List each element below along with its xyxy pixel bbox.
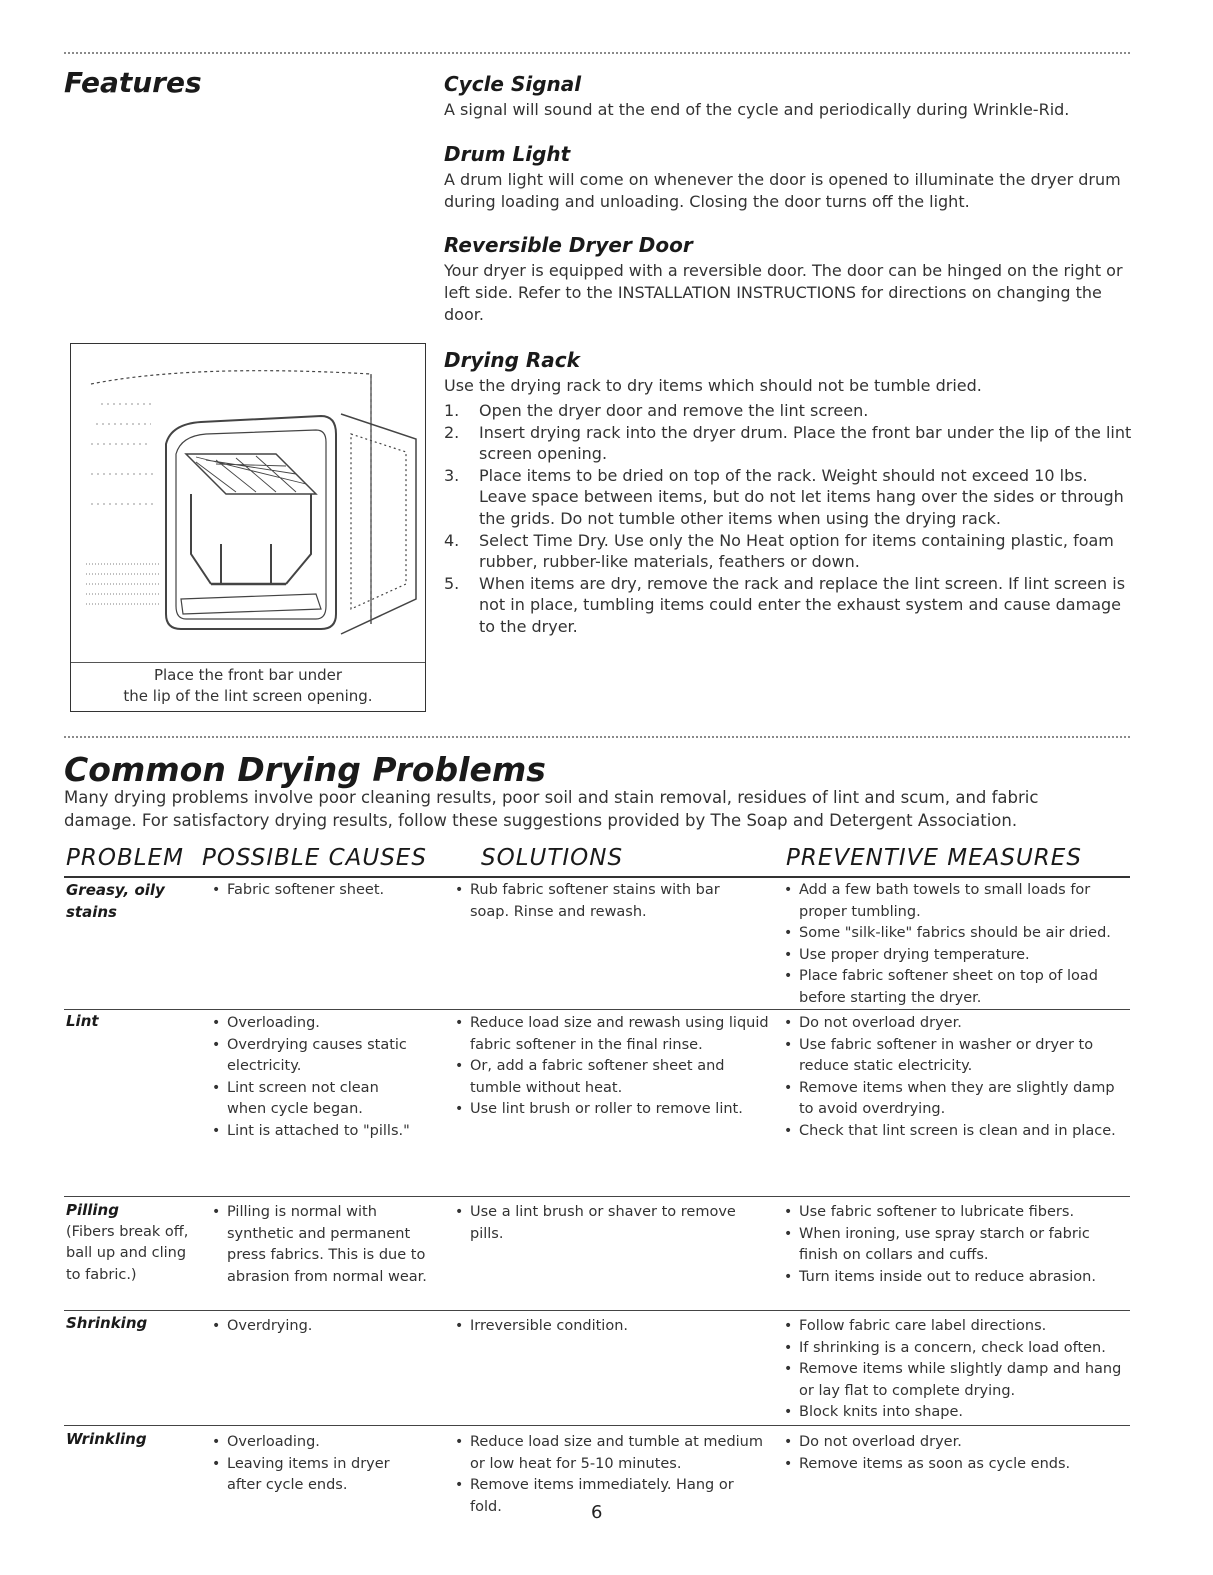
middle-divider xyxy=(64,736,1130,738)
list-item: • Use lint brush or roller to remove lint. xyxy=(455,1099,773,1121)
drum-light-body: A drum light will come on whenever the door is opened to illuminate the dryer drum during loading and unloading. Closing the door turns off the light. xyxy=(444,170,1121,211)
figure-caption-line2: the lip of the lint screen opening. xyxy=(123,687,373,705)
list-item xyxy=(444,465,1134,530)
list-item: • Overloading. xyxy=(212,1013,437,1035)
reversible-door-heading: Reversible Dryer Door xyxy=(444,233,693,257)
header-rule xyxy=(64,876,1130,878)
list-item xyxy=(444,530,1134,573)
list-item: • Do not overload dryer. xyxy=(784,1013,1129,1035)
step-text: Open the dryer door and remove the lint screen. xyxy=(479,401,869,420)
table-row-solutions xyxy=(455,1432,773,1518)
list-item: • Reduce load size and tumble at medium or low heat for 5-10 minutes. xyxy=(455,1432,773,1475)
list-item: • Use proper drying temperature. xyxy=(784,945,1129,967)
step-number: 4. xyxy=(444,530,460,550)
list-item: • Rub fabric softener stains with bar soap. Rinse and rewash. xyxy=(455,880,760,923)
list-item: • Turn items inside out to reduce abrasion. xyxy=(784,1267,1129,1289)
list-item: • Some "silk-like" fabrics should be air dried. xyxy=(784,923,1129,945)
list-item: • Reduce load size and rewash using liquid fabric softener in the final rinse. xyxy=(455,1013,773,1056)
table-row-problem xyxy=(66,1313,186,1335)
drying-rack-heading: Drying Rack xyxy=(444,348,580,372)
list-item: • When ironing, use spray starch or fabric finish on collars and cuffs. xyxy=(784,1224,1129,1267)
list-item: • Or, add a fabric softener sheet and tumble without heat. xyxy=(455,1056,760,1099)
table-row-problem xyxy=(66,1200,201,1286)
problem-name: Greasy, oily stains xyxy=(66,881,165,921)
drying-rack-illustration xyxy=(71,344,425,662)
list-item xyxy=(444,400,1134,422)
list-item: • Remove items as soon as cycle ends. xyxy=(784,1454,1129,1476)
drum-light-heading: Drum Light xyxy=(444,142,571,166)
problems-title: Common Drying Problems xyxy=(64,750,546,789)
table-row-solutions xyxy=(455,1013,773,1121)
table-row-causes xyxy=(212,1013,437,1143)
table-row-prevention xyxy=(784,880,1129,1010)
list-item: • Check that lint screen is clean and in place. xyxy=(784,1121,1129,1143)
list-item: • Use fabric softener in washer or dryer to reduce static electricity. xyxy=(784,1035,1129,1078)
table-row-prevention xyxy=(784,1316,1129,1424)
row-divider xyxy=(64,1425,1130,1426)
table-row-problem xyxy=(66,880,186,923)
list-item: • Do not overload dryer. xyxy=(784,1432,1129,1454)
figure-caption xyxy=(71,662,425,707)
col-header-prevention: PREVENTIVE MEASURES xyxy=(786,845,1082,871)
list-item: • Remove items while slightly damp and hang or lay flat to complete drying. xyxy=(784,1359,1129,1402)
problem-description: (Fibers break off, ball up and cling to fabric.) xyxy=(66,1223,189,1283)
list-item: • Lint screen not clean when cycle began. xyxy=(212,1078,397,1121)
step-text: Insert drying rack into the dryer drum. Place the front bar under the lip of the lint screen opening. xyxy=(479,422,1132,464)
step-number: 3. xyxy=(444,465,460,485)
list-item: • Remove items when they are slightly damp to avoid overdrying. xyxy=(784,1078,1129,1121)
list-item: • Pilling is normal with synthetic and permanent press fabrics. This is due to abrasion from normal wear. xyxy=(212,1202,437,1288)
problem-name: Wrinkling xyxy=(66,1430,147,1448)
row-divider xyxy=(64,1009,1130,1010)
table-row-causes xyxy=(212,880,437,902)
table-row-causes xyxy=(212,1432,437,1497)
top-divider xyxy=(64,52,1130,54)
table-row-prevention xyxy=(784,1202,1129,1288)
list-item: • Block knits into shape. xyxy=(784,1402,1129,1424)
features-title: Features xyxy=(64,66,202,99)
table-row-prevention xyxy=(784,1432,1129,1475)
list-item: • Overdrying causes static electricity. xyxy=(212,1035,437,1078)
list-item: • Irreversible condition. xyxy=(455,1316,773,1338)
table-row-causes xyxy=(212,1202,437,1288)
step-number: 1. xyxy=(444,401,460,420)
list-item: • Follow fabric care label directions. xyxy=(784,1316,1129,1338)
list-item: • Use fabric softener to lubricate fibers. xyxy=(784,1202,1129,1224)
list-item: • Overdrying. xyxy=(212,1316,437,1338)
step-number: 5. xyxy=(444,573,460,593)
step-text: Place items to be dried on top of the rack. Weight should not exceed 10 lbs. Leave space between items, but do not let items hang over the sides or through the grids. Do not tumble other items when using the drying rack. xyxy=(479,465,1124,528)
col-header-causes: POSSIBLE CAUSES xyxy=(202,845,427,871)
problem-name: Lint xyxy=(66,1012,99,1030)
reversible-door-body: Your dryer is equipped with a reversible door. The door can be hinged on the right or left side. Refer to the INSTALLATION INSTRUCTIONS for directions on changing the door. xyxy=(444,261,1123,324)
row-divider xyxy=(64,1196,1130,1197)
list-item: • Add a few bath towels to small loads for proper tumbling. xyxy=(784,880,1129,923)
cycle-signal-body: A signal will sound at the end of the cycle and periodically during Wrinkle-Rid. xyxy=(444,100,1070,119)
problems-intro: Many drying problems involve poor cleaning results, poor soil and stain removal, residues of lint and scum, and fabric damage. For satisfactory drying results, follow these suggestions provided by The Soap and Detergent Association. xyxy=(64,788,1039,830)
table-row-solutions xyxy=(455,880,773,923)
table-row-prevention xyxy=(784,1013,1129,1143)
page-number: 6 xyxy=(591,1502,603,1523)
list-item: • Remove items immediately. Hang or fold. xyxy=(455,1475,760,1518)
step-text: When items are dry, remove the rack and replace the lint screen. If lint screen is not in place, tumbling items could enter the exhaust system and cause damage to the dryer. xyxy=(479,573,1126,636)
step-text: Select Time Dry. Use only the No Heat option for items containing plastic, foam rubber, rubber-like materials, feathers or down. xyxy=(479,530,1114,572)
step-number: 2. xyxy=(444,422,460,442)
drying-rack-steps xyxy=(444,400,1134,638)
table-row-problem xyxy=(66,1429,186,1451)
table-row-solutions xyxy=(455,1202,773,1245)
list-item: • If shrinking is a concern, check load often. xyxy=(784,1338,1129,1360)
drying-rack-intro: Use the drying rack to dry items which should not be tumble dried. xyxy=(444,376,982,395)
figure-caption-line1: Place the front bar under xyxy=(153,666,343,684)
list-item xyxy=(444,422,1134,465)
table-row-solutions xyxy=(455,1316,773,1338)
table-row-causes xyxy=(212,1316,437,1338)
list-item: • Lint is attached to "pills." xyxy=(212,1121,437,1143)
problem-name: Pilling xyxy=(66,1201,119,1219)
list-item: • Use a lint brush or shaver to remove pills. xyxy=(455,1202,773,1245)
list-item: • Overloading. xyxy=(212,1432,437,1454)
row-divider xyxy=(64,1310,1130,1311)
col-header-problem: PROBLEM xyxy=(66,845,184,871)
list-item: • Place fabric softener sheet on top of load before starting the dryer. xyxy=(784,966,1129,1009)
col-header-solutions: SOLUTIONS xyxy=(481,845,624,871)
problem-name: Shrinking xyxy=(66,1314,148,1332)
table-row-problem xyxy=(66,1011,186,1033)
list-item xyxy=(444,573,1134,638)
list-item: • Leaving items in dryer after cycle ends. xyxy=(212,1454,407,1497)
drying-rack-figure xyxy=(70,343,426,712)
list-item: • Fabric softener sheet. xyxy=(212,880,437,902)
cycle-signal-heading: Cycle Signal xyxy=(444,72,582,96)
